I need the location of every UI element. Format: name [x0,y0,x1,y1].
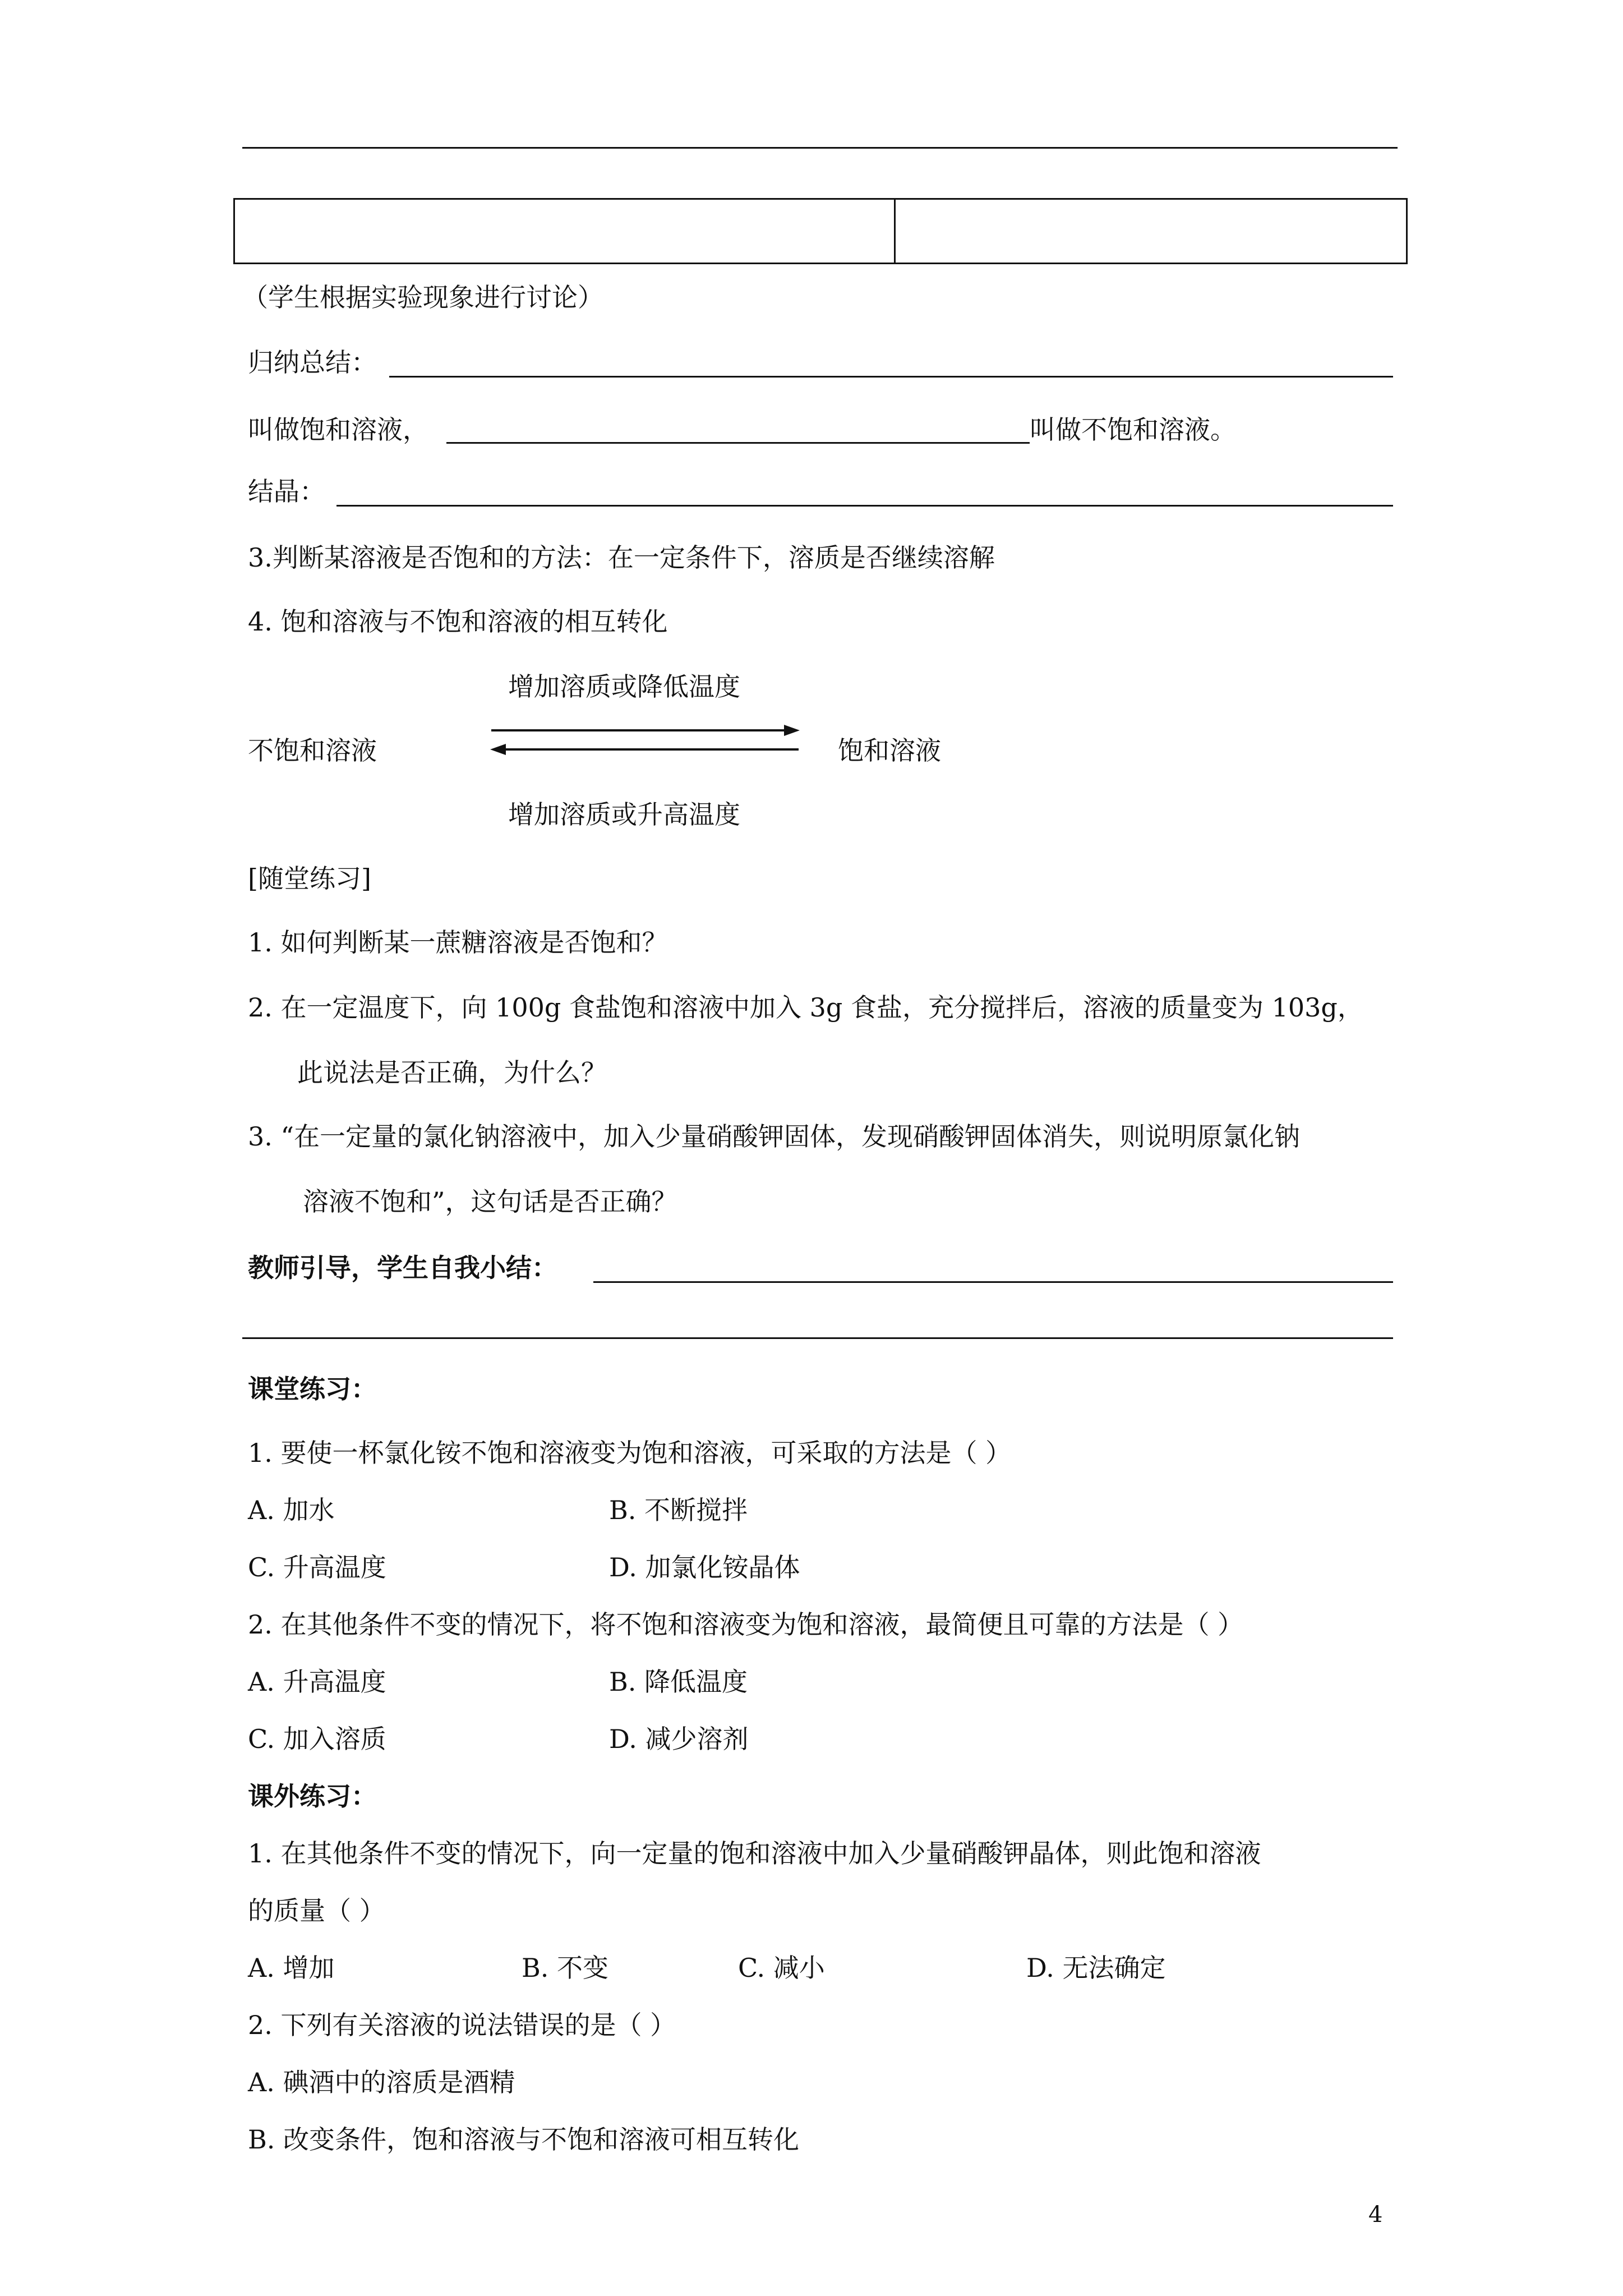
class-q1-option-a: A. 加水 [248,1495,335,1525]
homework-q2: 2. 下列有关溶液的说法错误的是（ ） [248,2010,676,2040]
saturated-definition-prefix: 叫做饱和溶液， [248,415,428,445]
homework-q2-option-a: A. 碘酒中的溶质是酒精 [248,2067,515,2097]
homework-q1-line1: 1. 在其他条件不变的情况下，向一定量的饱和溶液中加入少量硝酸钾晶体，则此饱和溶液 [248,1838,1261,1869]
unsaturated-blank [446,442,1030,444]
item-4: 4. 饱和溶液与不饱和溶液的相互转化 [248,606,668,637]
conversion-bottom-label: 增加溶质或升高温度 [508,799,740,830]
homework-q1-option-b: B. 不变 [522,1953,609,1983]
class-q1-option-c: C. 升高温度 [248,1552,386,1582]
class-q2-option-b: B. 降低温度 [609,1667,748,1697]
homework-q1-option-c: C. 减小 [738,1953,825,1983]
homework-q1-line2: 的质量（ ） [248,1895,385,1926]
conversion-arrows [488,719,802,761]
class-q2-option-d: D. 减少溶剂 [609,1724,749,1754]
teacher-summary-blank [593,1281,1393,1283]
class-q2-option-a: A. 升高温度 [248,1667,386,1697]
table-cell-right [894,198,1408,264]
conversion-left: 不饱和溶液 [248,735,377,766]
practice-q3-line1: 3. “在一定量的氯化钠溶液中，加入少量硝酸钾固体，发现硝酸钾固体消失，则说明原氯化钠 [248,1121,1301,1152]
class-q1-option-b: B. 不断搅拌 [609,1495,748,1525]
class-exercise-q1: 1. 要使一杯氯化铵不饱和溶液变为饱和溶液，可采取的方法是（ ） [248,1438,1012,1468]
crystal-blank [336,505,1393,507]
conversion-right: 饱和溶液 [838,735,941,766]
page-number: 4 [1368,2202,1383,2228]
homework-title: 课外练习： [248,1781,377,1811]
discussion-intro: （学生根据实验现象进行讨论） [242,282,603,312]
class-q2-option-c: C. 加入溶质 [248,1724,386,1754]
conversion-top-label: 增加溶质或降低温度 [508,671,740,702]
crystal-label: 结晶： [248,476,325,507]
homework-q2-option-b: B. 改变条件，饱和溶液与不饱和溶液可相互转化 [248,2124,800,2155]
teacher-summary-label: 教师引导，学生自我小结： [248,1253,557,1283]
summary-blank [389,376,1393,378]
class-q1-option-d: D. 加氯化铵晶体 [609,1552,800,1582]
summary-label: 归纳总结： [248,347,377,378]
practice-q2-line2: 此说法是否正确，为什么？ [297,1057,607,1088]
practice-title: [随堂练习] [248,863,371,894]
backward-arrowhead [490,744,506,755]
practice-q1: 1. 如何判断某一蔗糖溶液是否饱和？ [248,927,668,958]
practice-q2-line1: 2. 在一定温度下，向 100g 食盐饱和溶液中加入 3g 食盐，充分搅拌后，溶液的质量变为 103g， [248,992,1363,1023]
item-3: 3.判断某溶液是否饱和的方法：在一定条件下，溶质是否继续溶解 [248,542,995,573]
forward-arrowhead [784,725,800,736]
header-rule [242,147,1398,149]
homework-q1-option-d: D. 无法确定 [1026,1953,1166,1983]
table-cell-left [233,198,896,264]
teacher-summary-blank-2 [242,1337,1393,1339]
class-exercise-title: 课堂练习： [248,1374,377,1404]
homework-q1-option-a: A. 增加 [248,1953,335,1983]
class-exercise-q2: 2. 在其他条件不变的情况下，将不饱和溶液变为饱和溶液，最简便且可靠的方法是（ ） [248,1609,1244,1640]
unsaturated-definition-suffix: 叫做不饱和溶液。 [1030,415,1236,445]
practice-q3-line2: 溶液不饱和”，这句话是否正确？ [303,1186,677,1217]
